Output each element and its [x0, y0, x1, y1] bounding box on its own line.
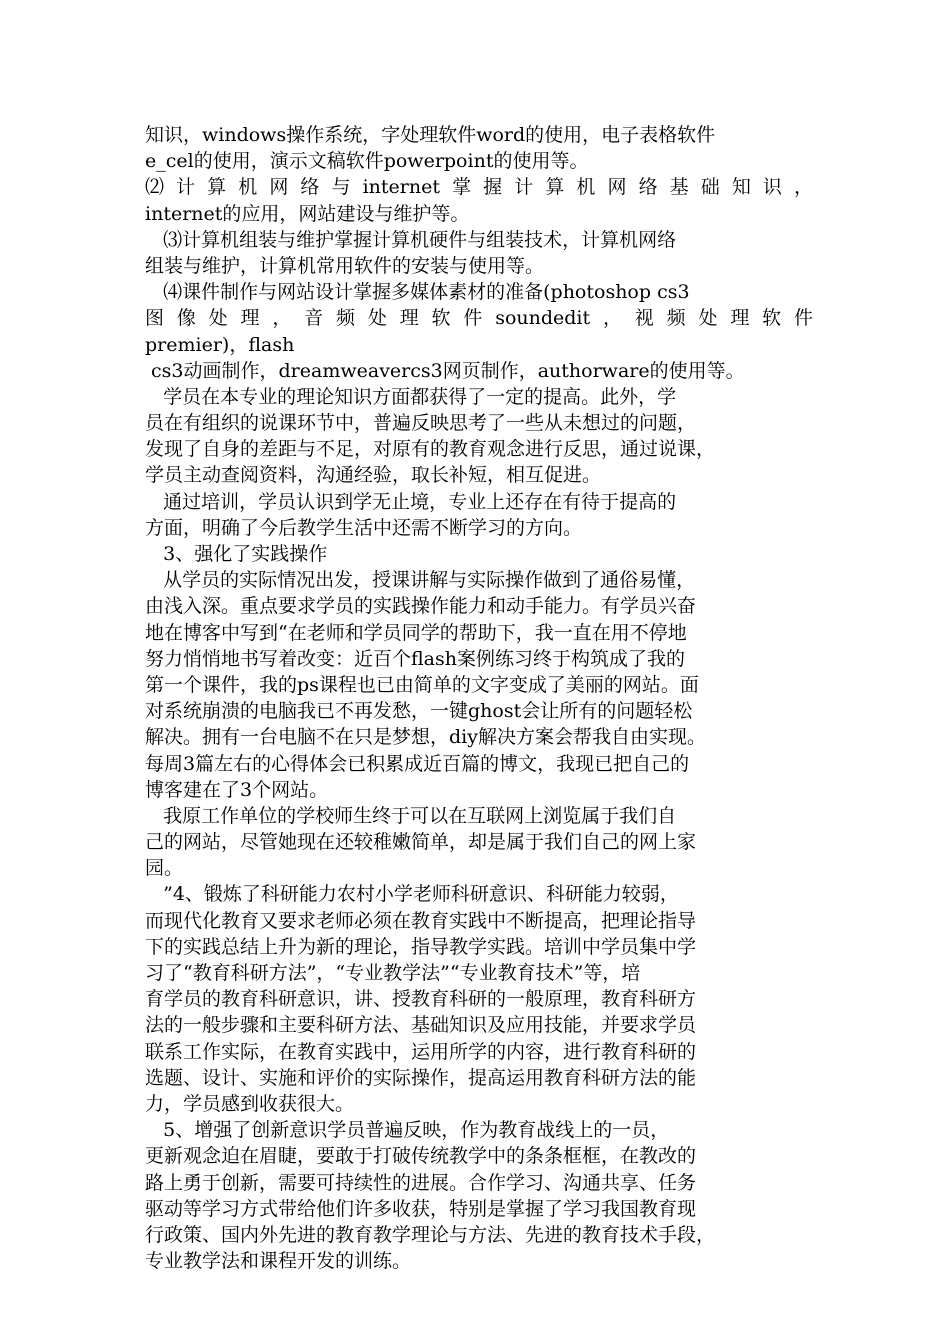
text-line: 法的一般步骤和主要科研方法、基础知识及应用技能，并要求学员: [145, 1014, 697, 1037]
text-line: 由浅入深。重点要求学员的实践操作能力和动手能力。有学员兴奋: [145, 595, 697, 618]
text-line: 努力悄悄地书写着改变：近百个flash案例练习终于构筑成了我的: [145, 647, 685, 670]
text-line: 学员主动查阅资料，沟通经验，取长补短，相互促进。: [145, 464, 602, 487]
text-line: 知识，windows操作系统，字处理软件word的使用，电子表格软件: [145, 124, 716, 146]
text-line: ⑵计算机网络与internet掌握计算机网络基础知识，: [145, 176, 813, 199]
text-line: 联系工作实际，在教育实践中，运用所学的内容，进行教育科研的: [145, 1040, 697, 1063]
text-line: 专业教学法和课程开发的训练。: [145, 1250, 412, 1273]
text-line: e_cel的使用，演示文稿软件powerpoint的使用等。: [145, 150, 589, 173]
text-line: 更新观念迫在眉睫，要敢于打破传统教学中的条条框框，在教改的: [145, 1145, 697, 1168]
text-line: ⑶计算机组装与维护掌握计算机硬件与组装技术，计算机网络: [145, 228, 677, 251]
text-line: 习了“教育科研方法”，“专业教学法”“专业教育技术”等，培: [145, 962, 641, 984]
text-line: 第一个课件，我的ps课程也已由简单的文字变成了美丽的网站。面: [145, 673, 699, 696]
text-line: 解决。拥有一台电脑不在只是梦想，diy解决方案会帮我自由实现。: [145, 726, 706, 749]
text-line: 己的网站，尽管她现在还较稚嫩简单，却是属于我们自己的网上家: [145, 831, 697, 854]
text-line: 组装与维护，计算机常用软件的安装与使用等。: [145, 254, 545, 277]
text-line: 行政策、国内外先进的教育教学理论与方法、先进的教育技术手段，: [145, 1223, 716, 1246]
text-line: 方面，明确了今后教学生活中还需不断学习的方向。: [145, 516, 583, 539]
text-line: 发现了自身的差距与不足，对原有的教育观念进行反思，通过说课，: [145, 438, 716, 461]
text-line: 对系统崩溃的电脑我已不再发愁，一键ghost会让所有的问题轻松: [145, 700, 693, 723]
text-line: 每周3篇左右的心得体会已积累成近百篇的博文，我现已把自己的: [145, 752, 690, 775]
text-line: premier)，flash: [145, 333, 295, 356]
text-line: cs3动画制作，dreamweavercs3网页制作，authorware的使用等。: [145, 359, 745, 382]
text-line: 驱动等学习方式带给他们许多收获，特别是掌握了学习我国教育现: [145, 1197, 697, 1220]
text-line: 园。: [145, 857, 184, 880]
document-body: [145, 122, 813, 1274]
text-line: 我原工作单位的学校师生终于可以在互联网上浏览属于我们自: [145, 804, 677, 827]
text-line: internet的应用，网站建设与维护等。: [145, 202, 470, 225]
text-line: 力，学员感到收获很大。: [145, 1092, 355, 1115]
text-line: 博客建在了3个网站。: [145, 778, 329, 801]
text-line: 通过培训，学员认识到学无止境，专业上还存在有待于提高的: [145, 490, 677, 513]
text-line: ”4、锻炼了科研能力农村小学老师科研意识、科研能力较弱，: [145, 883, 679, 906]
text-line: 员在有组织的说课环节中，普遍反映思考了一些从未想过的问题，: [145, 412, 697, 435]
text-line: 学员在本专业的理论知识方面都获得了一定的提高。此外，学: [145, 385, 677, 408]
text-line: 图像处理，音频处理软件soundedit，视频处理软件: [145, 307, 813, 330]
text-line: ⑷课件制作与网站设计掌握多媒体素材的准备(photoshop cs3: [145, 281, 690, 304]
text-line: 地在博客中写到“在老师和学员同学的帮助下，我一直在用不停地: [145, 621, 687, 644]
text-line: 3、强化了实践操作: [145, 543, 328, 565]
text-line: 育学员的教育科研意识，讲、授教育科研的一般原理，教育科研方: [145, 988, 697, 1011]
text-line: 下的实践总结上升为新的理论，指导教学实践。培训中学员集中学: [145, 935, 697, 958]
text-line: 选题、设计、实施和评价的实际操作，提高运用教育科研方法的能: [145, 1066, 697, 1089]
text-line: 而现代化教育又要求老师必须在教育实践中不断提高，把理论指导: [145, 909, 697, 932]
text-line: 5、增强了创新意识学员普遍反映，作为教育战线上的一员，: [145, 1119, 670, 1142]
text-line: 路上勇于创新，需要可持续性的进展。合作学习、沟通共享、任务: [145, 1171, 697, 1194]
text-line: 从学员的实际情况出发，授课讲解与实际操作做到了通俗易懂，: [145, 569, 696, 592]
